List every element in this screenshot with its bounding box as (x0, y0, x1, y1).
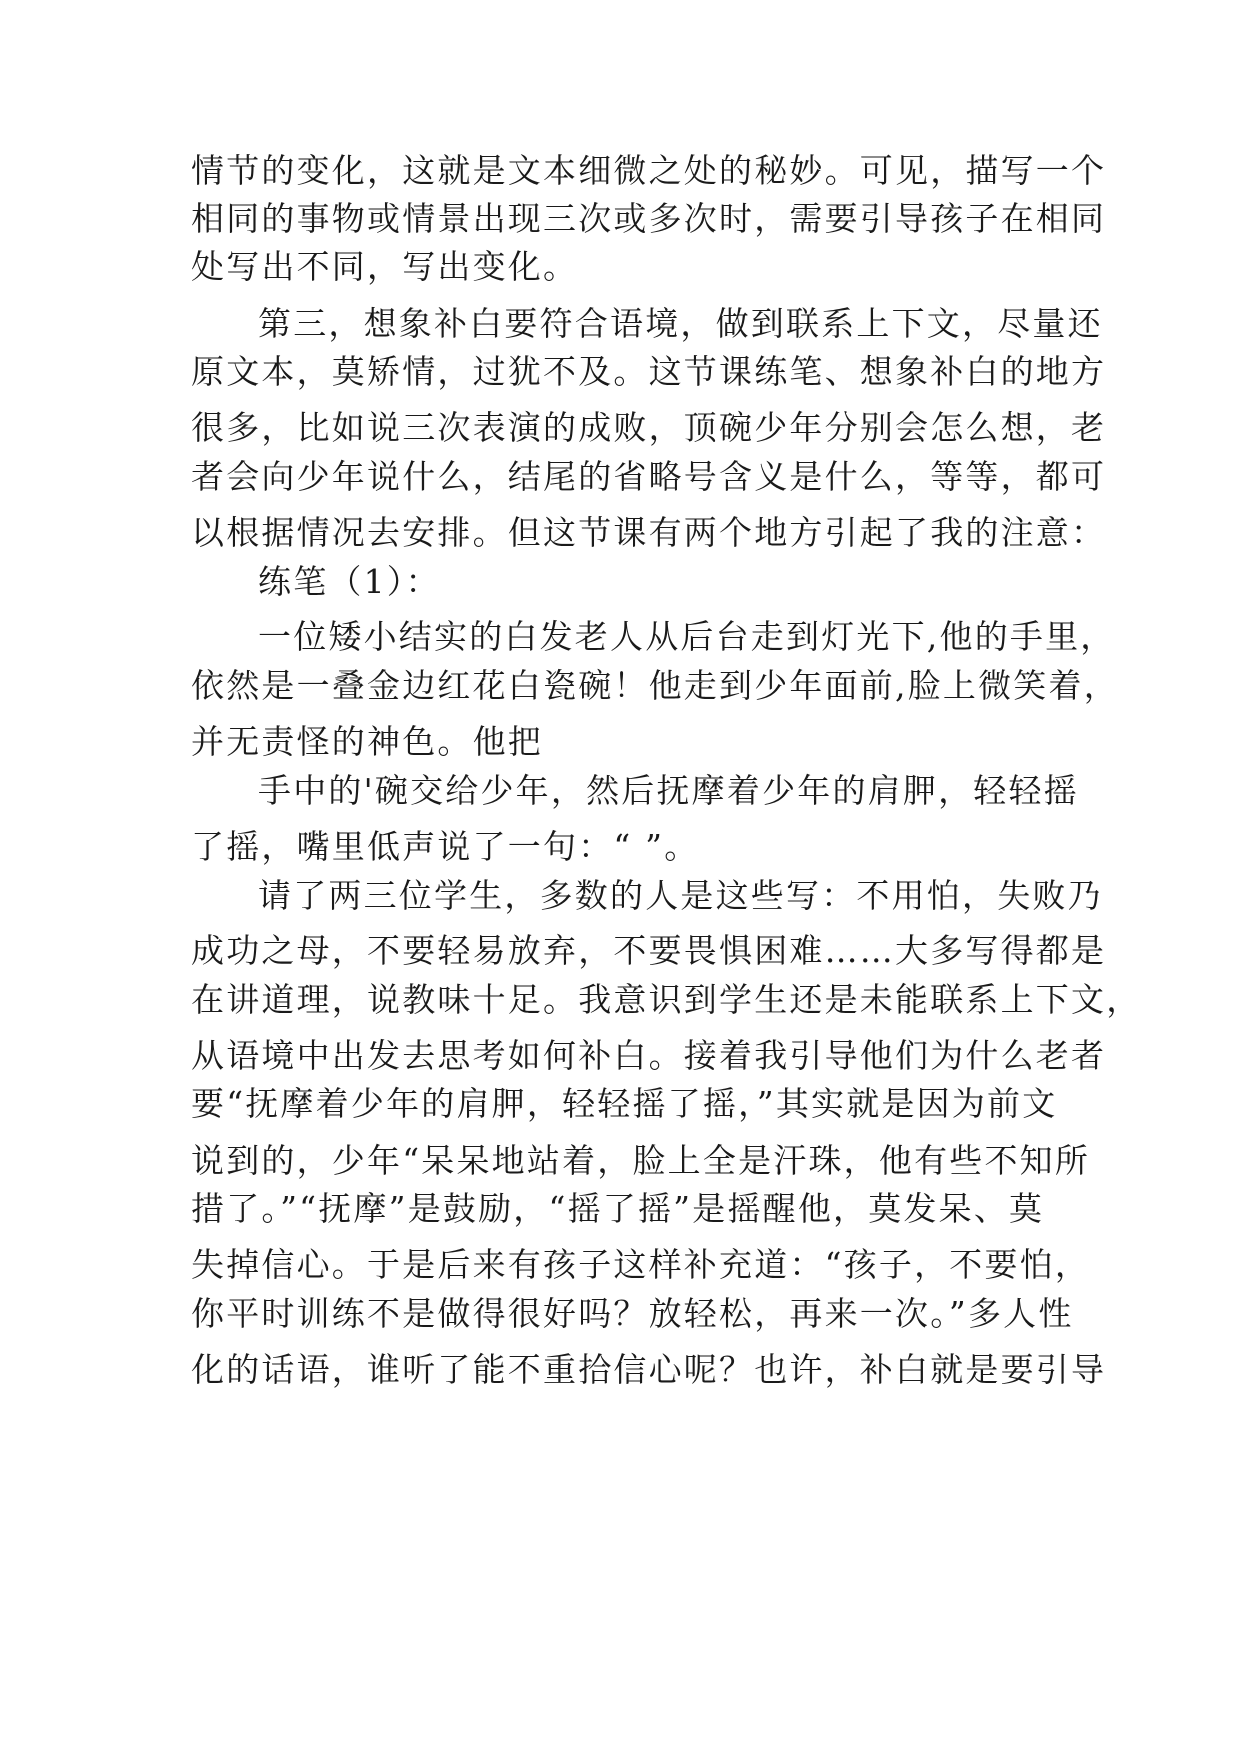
paragraph-start-line: 一位矮小结实的白发老人从后台走到灯光下,他的手里， (258, 617, 1116, 656)
text-line: 依然是一叠金边红花白瓷碗！他走到少年面前,脸上微笑着， (191, 666, 1119, 705)
section-label: 练笔（1）： (258, 562, 441, 601)
text-line: 并无责怪的神色。他把 (191, 722, 543, 761)
text-line: 要“抚摩着少年的肩胛，轻轻摇了摇，”其实就是因为前文 (191, 1084, 1058, 1123)
text-line: 以根据情况去安排。但这节课有两个地方引起了我的注意： (191, 513, 1107, 552)
paragraph-start-line: 第三，想象补白要符合语境，做到联系上下文，尽量还 (258, 304, 1103, 343)
text-line: 从语境中出发去思考如何补白。接着我引导他们为什么老者 (191, 1036, 1107, 1075)
text-line: 处写出不同，写出变化。 (191, 247, 579, 286)
text-line: 措了。”“抚摩”是鼓励，“摇了摇”是摇醒他，莫发呆、莫 (191, 1189, 1045, 1228)
text-line: 者会向少年说什么，结尾的省略号含义是什么，等等，都可 (191, 457, 1107, 496)
paragraph-start-line: 请了两三位学生，多数的人是这些写：不用怕，失败乃 (258, 876, 1103, 915)
text-line: 情节的变化，这就是文本细微之处的秘妙。可见，描写一个 (191, 151, 1107, 190)
text-line: 了摇，嘴里低声说了一句：“ ”。 (191, 827, 700, 866)
text-line: 失掉信心。于是后来有孩子这样补充道：“孩子，不要怕， (191, 1245, 1091, 1284)
text-line: 化的话语，谁听了能不重拾信心呢？也许，补白就是要引导 (191, 1350, 1107, 1389)
text-line: 很多，比如说三次表演的成败，顶碗少年分别会怎么想，老 (191, 408, 1107, 447)
text-line: 你平时训练不是做得很好吗？放轻松，再来一次。”多人性 (191, 1294, 1074, 1333)
text-line: 原文本，莫矫情，过犹不及。这节课练笔、想象补白的地方 (191, 352, 1107, 391)
paragraph-start-line: 手中的'碗交给少年，然后抚摩着少年的肩胛，轻轻摇 (258, 771, 1079, 810)
text-line: 相同的事物或情景出现三次或多次时，需要引导孩子在相同 (191, 199, 1107, 238)
text-line: 成功之母，不要轻易放弃，不要畏惧困难……大多写得都是 (191, 931, 1107, 970)
text-line: 在讲道理，说教味十足。我意识到学生还是未能联系上下文， (191, 980, 1142, 1019)
text-line: 说到的，少年“呆呆地站着，脸上全是汗珠，他有些不知所 (191, 1141, 1091, 1180)
